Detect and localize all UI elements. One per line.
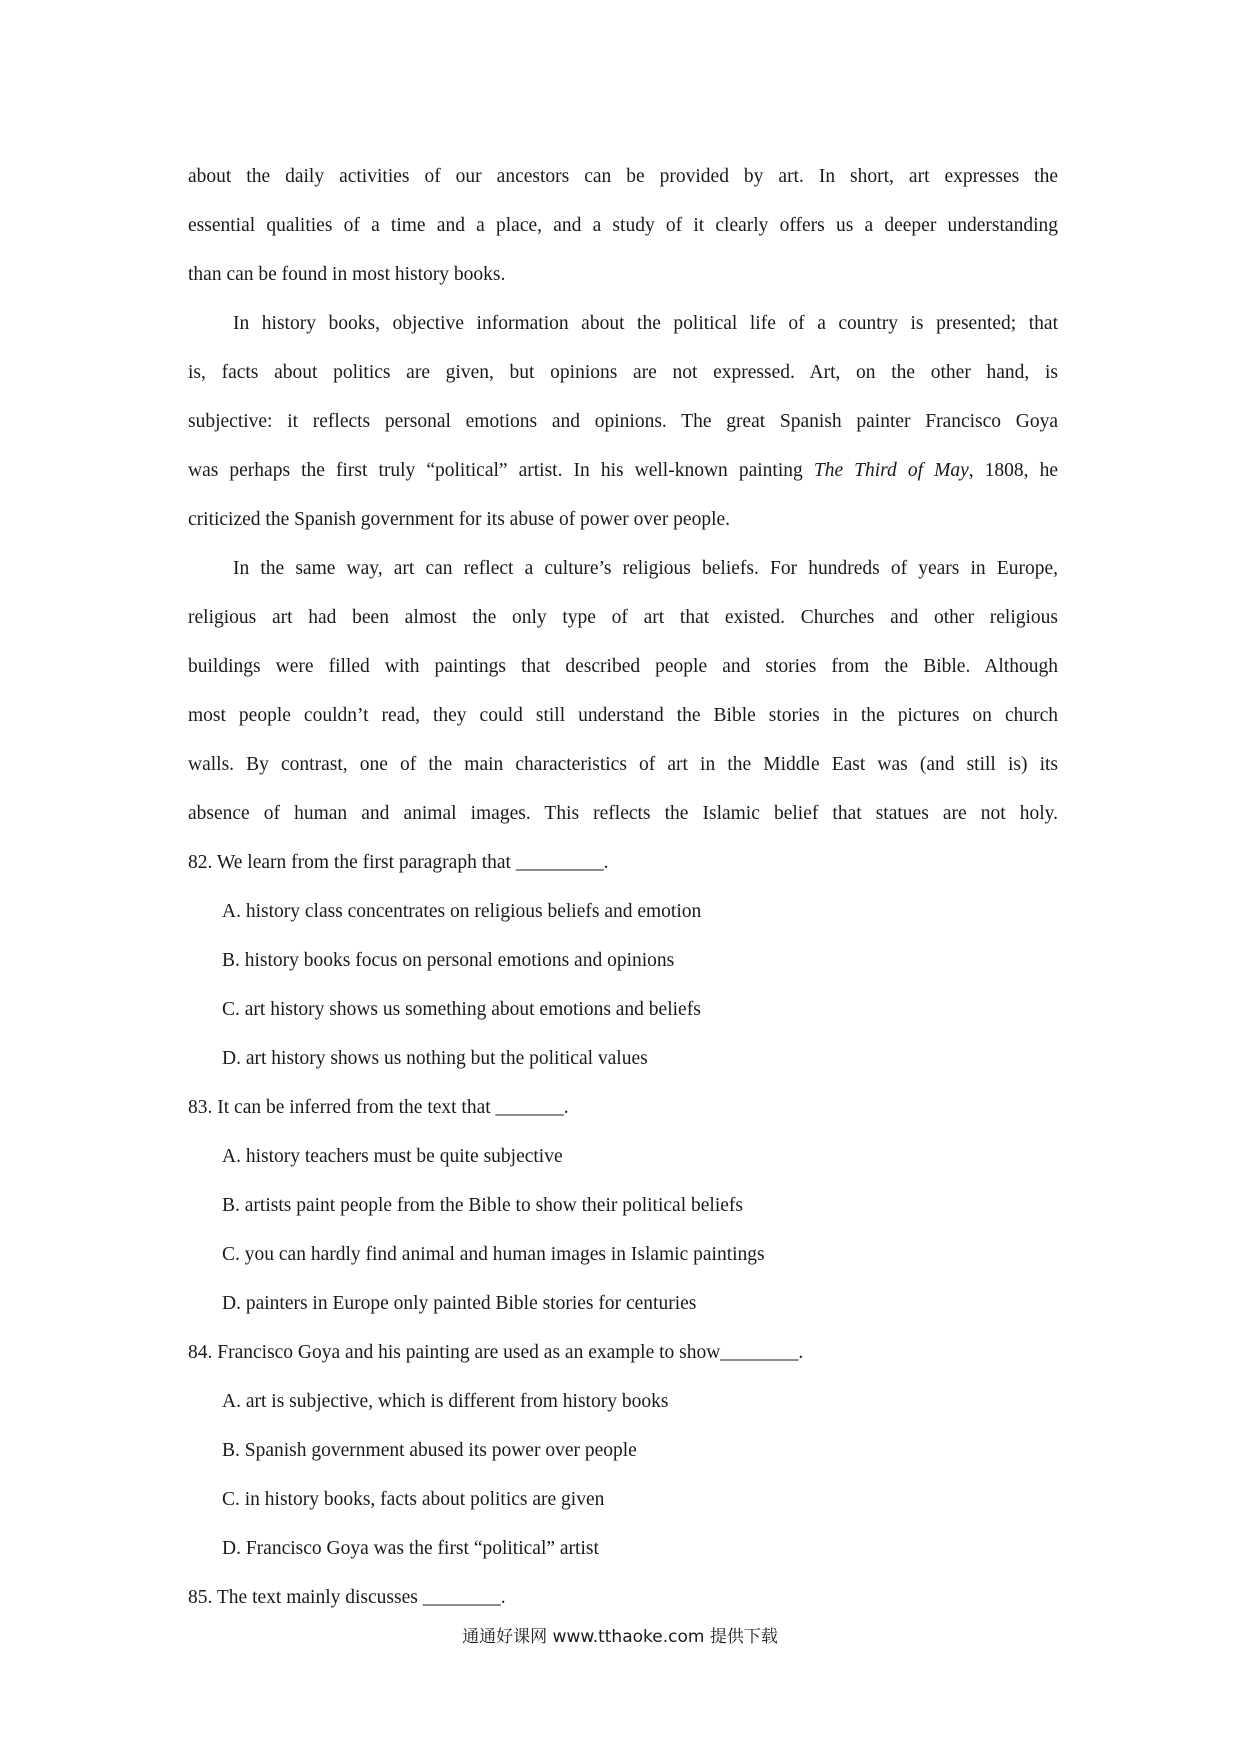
passage-line: buildings were filled with paintings that described people and stories from the Bible. Although — [188, 656, 1058, 677]
question-83-option-b: B. artists paint people from the Bible to show their political beliefs — [222, 1195, 743, 1216]
question-84-option-b: B. Spanish government abused its power over people — [222, 1440, 637, 1461]
passage-line: criticized the Spanish government for its abuse of power over people. — [188, 509, 731, 530]
passage-line: subjective: it reflects personal emotions and opinions. The great Spanish painter Francisco Goya — [188, 411, 1058, 432]
passage-line: about the daily activities of our ancestors can be provided by art. In short, art expresses the — [188, 166, 1058, 187]
passage-line: absence of human and animal images. This reflects the Islamic belief that statues are not holy. — [188, 803, 1058, 824]
question-82-option-b: B. history books focus on personal emotions and opinions — [222, 950, 675, 971]
page-footer: 通通好课网 www.tthaoke.com 提供下载 — [462, 1627, 778, 1647]
question-82-stem: 82. We learn from the first paragraph that _________. — [188, 852, 609, 873]
passage-line: walls. By contrast, one of the main characteristics of art in the Middle East was (and still is) its — [188, 754, 1058, 775]
question-82-option-d: D. art history shows us nothing but the political values — [222, 1048, 648, 1069]
passage-line: most people couldn’t read, they could still understand the Bible stories in the pictures on church — [188, 705, 1058, 726]
question-84-stem: 84. Francisco Goya and his painting are used as an example to show________. — [188, 1342, 804, 1363]
question-84-option-d: D. Francisco Goya was the first “political” artist — [222, 1538, 599, 1559]
reading-passage — [188, 152, 1058, 1622]
passage-line: essential qualities of a time and a place, and a study of it clearly offers us a deeper understanding — [188, 215, 1058, 236]
passage-line: religious art had been almost the only type of art that existed. Churches and other religious — [188, 607, 1058, 628]
painting-title: The Third of May — [813, 460, 969, 481]
passage-text: was perhaps the first truly “political” artist. In his well-known painting — [188, 460, 814, 481]
question-85-stem: 85. The text mainly discusses ________. — [188, 1587, 506, 1608]
question-82-option-c: C. art history shows us something about emotions and beliefs — [222, 999, 701, 1020]
question-83-option-a: A. history teachers must be quite subjective — [222, 1146, 563, 1167]
passage-text: , 1808, he — [968, 460, 1059, 481]
question-83-stem: 83. It can be inferred from the text that _______. — [188, 1097, 569, 1118]
question-83-option-c: C. you can hardly find animal and human images in Islamic paintings — [222, 1244, 765, 1265]
question-82-option-a: A. history class concentrates on religious beliefs and emotion — [222, 901, 702, 922]
passage-line: In the same way, art can reflect a culture’s religious beliefs. For hundreds of years in Europe, — [233, 558, 1058, 579]
question-83-option-d: D. painters in Europe only painted Bible stories for centuries — [222, 1293, 697, 1314]
passage-line: In history books, objective information about the political life of a country is presented; that — [233, 313, 1058, 334]
passage-line: is, facts about politics are given, but opinions are not expressed. Art, on the other hand, is — [188, 362, 1058, 383]
question-84-option-a: A. art is subjective, which is different from history books — [222, 1391, 669, 1412]
passage-line: than can be found in most history books. — [188, 264, 506, 285]
question-84-option-c: C. in history books, facts about politics are given — [222, 1489, 605, 1510]
passage-line-goya — [188, 446, 1058, 495]
